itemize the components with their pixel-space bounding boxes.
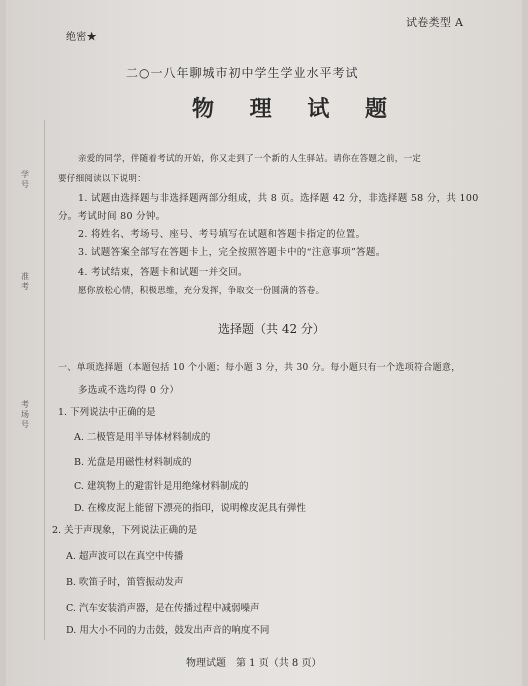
question-2-option-a: A. 超声波可以在真空中传播 [66, 551, 184, 562]
question-2-stem: 2. 关于声现象，下列说法正确的是 [52, 525, 198, 536]
secret-mark: 绝密★ [66, 32, 97, 43]
rule-4: 4. 考试结束，答题卡和试题一并交回。 [78, 267, 248, 278]
section-title: 选择题（共 42 分） [218, 322, 325, 336]
exam-paper [6, 0, 522, 686]
side-label-student-id: 学号 [21, 170, 29, 189]
question-1-option-b: B. 光盘是用磁性材料制成的 [74, 457, 192, 468]
question-2-option-d: D. 用大小不同的力击鼓，鼓发出声音的响度不同 [66, 625, 270, 636]
side-label-exam-number: 准考 [21, 272, 29, 291]
section-instruction-2: 多选或不选均得 0 分） [78, 385, 180, 396]
question-1-stem: 1. 下列说法中正确的是 [58, 407, 156, 418]
closing-wish: 愿你放松心情，积极思维，充分发挥，争取交一份圆满的答卷。 [78, 286, 325, 296]
question-1-option-c: C. 建筑物上的避雷针是用绝缘材料制成的 [74, 481, 249, 492]
rule-1: 1. 试题由选择题与非选择题两部分组成，共 8 页。选择题 42 分，非选择题 58 分，共 100 [78, 193, 479, 204]
section-instruction-1: 一、单项选择题（本题包括 10 个小题；每小题 3 分，共 30 分。每小题只有一个选项符合题意， [58, 363, 461, 373]
rule-1-cont: 分。考试时间 80 分钟。 [58, 211, 166, 222]
side-label-room: 考场号 [21, 400, 29, 429]
question-2-option-b: B. 吹笛子时，笛管振动发声 [66, 577, 184, 588]
page-title: 物 理 试 题 [192, 96, 401, 122]
question-2-option-c: C. 汽车安装消声器，是在传播过程中减弱噪声 [66, 603, 260, 614]
page-footer: 物理试题 第 1 页（共 8 页） [186, 658, 322, 669]
intro-line-1: 亲爱的同学，伴随着考试的开始，你又走到了一个新的人生驿站。请你在答题之前，一定 [78, 154, 422, 164]
intro-line-2: 要仔细阅读以下说明： [58, 174, 147, 184]
paper-type: 试卷类型 A [406, 16, 464, 29]
exam-name: 二○一八年聊城市初中学生学业水平考试 [126, 66, 359, 80]
question-1-option-a: A. 二极管是用半导体材料制成的 [74, 432, 211, 443]
binding-line [44, 120, 45, 640]
question-1-option-d: D. 在橡皮泥上能留下漂亮的指印，说明橡皮泥具有弹性 [74, 503, 306, 514]
rule-2: 2. 将姓名、考场号、座号、考号填写在试题和答题卡指定的位置。 [78, 229, 366, 240]
rule-3: 3. 试题答案全部写在答题卡上，完全按照答题卡中的“注意事项”答题。 [78, 247, 386, 258]
